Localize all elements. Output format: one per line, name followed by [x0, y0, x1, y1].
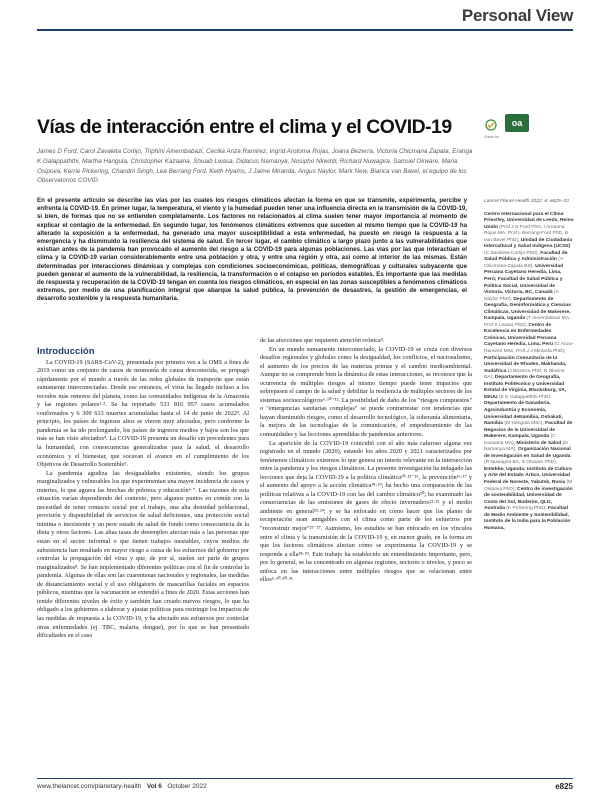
section-heading: Introducción — [37, 346, 95, 357]
affiliation-name: Universidad Peruana Cayetano Heredia, Lima, Perú; Facultad de Salud Pública y Política Social, Universidad de Victoria, Victoria, BC, Canadá — [484, 263, 564, 296]
affiliation-list — [484, 212, 574, 533]
page-number: e825 — [555, 782, 573, 791]
author-list: James D Ford, Carol Zavaleta Cortijo, Triphini Ainembabazi, Cecilia Anza Ramirez, Ingrid Arotoma Rojas, Joana Bezerra, Victoria Chicmana Zapata, Eranga K Galappaththi, Martha Hangula, Christopher Kazaana, Shuaib Lwasa, Didacus Namanya, Nosipho Nkwinti, Richard Nuwagira, Samuel Okware, Maria Osipova, Kerrie Pickering, Chandni Singh, Lea Berrang Ford, Keith Hyams, J Jaime Miranda, Angus Naylor, Mark New, Bianca van Bavel, el equipo de los Observatorios COVID — [37, 148, 473, 185]
sidebar — [484, 199, 574, 532]
volume: Vol 6 — [146, 783, 162, 790]
affiliation-item — [484, 375, 566, 400]
journal-citation: Lancet Planet Health 2022; 6: e825–33 — [484, 199, 569, 204]
body-column-1 — [37, 348, 249, 641]
affiliation-people: (E K Galappaththi PhD); — [497, 394, 552, 400]
paragraph: La aparición de la COVID-19 coincidió con el año más caluroso alguna vez registrado en el mundo (2020), estando los años 2020 y 2021 caracterizados por fenómenos climáticos extremos lo que genera un interés relevante en la intersección entre la pandemia y los riesgos climáticos. La presente investigación ha indagado las lecciones que deja la COVID-19 a la política climática¹⁰·¹³⁻¹⁵, la prevención¹⁶·¹⁷ y el aumento del apoyo a la acción climática¹⁸·¹⁹; ha hecho una comparación de las políticas relativas a la COVID-19 con las del cambio climático²⁰; ha examinado las consecuencias de las emisiones de gases de efecto invernadero²¹·²² y el medio ambiente en general²³·²⁴; y se ha enfocado en cómo hacer que los planes de recuperación sean amigables con el clima como parte de los esfuerzos por "reconstruir mejor"²⁵⁻²⁷. Asimismo, los estudios se han enfocado en los vínculos entre el clima y la transmisión de la COVID-19 y, en menor grado, en la forma en que los factores climáticos afectan cómo se experimenta la COVID-19 y se responde a ella²⁸·²⁹. Este trabajo ha establecido un entendimiento importante, pero, por lo general, se ha concentrado en algunas regiones, sectores o niveles, y poco se enfoca en las interacciones entre múltiples riesgos que se relacionan entre ellos⁵·¹⁰·³⁰·³¹ — [260, 439, 472, 584]
affiliation-people: (C Anza-Ramirez MSc, Prof J J Miranda PhD); — [484, 342, 574, 355]
abstract: En el presente artículo se describe las vías por las cuales los riesgos climáticos afectan la forma en que se transmite, experimenta, percibe y enfrenta la COVID-19. En primer lugar, la temperatura, el viento y la humedad pueden tener una influencia directa en la transmisión de la COVID-19, si bien, de formas que no se entienden completamente. Los factores no relacionados al clima suelen tener mayor importancia al momento de explicar el contagio de la enfermedad. En segundo lugar, los fenómenos climáticos extremos que suceden al mismo tiempo que la COVID-19 ha alterado la exposición a la enfermedad, ha generado una mayor susceptibilidad a esta enfermedad, ha puesto en riesgo la respuesta a la emergencia y ha disminuido la resiliencia del sistema de salud. En tercer lugar, el cambio climático a largo plazo junto a las vulnerabilidades que existían antes de la pandemia han provocado el aumento del riesgo a la COVID-19 para algunas poblaciones. Las vías por las que interactúan el clima y la COVID-19 varían considerablemente entre una población y otra, y entre una región y otra, así como al interior de las mismas. Están determinadas por interacciones dinámicas y complejas con condiciones socioeconómicas, políticas, demográficas y culturales subyacente que pueden generar el aumento de la vulnerabilidad, la resiliencia, la transformación o el colapso en períodos estables. Es importante que las medidas de respuesta y recuperación de la COVID-19 tengan en cuenta los riesgos climáticos, en especial en las zonas susceptibles a fenómenos climáticos extremos, por medio de una planificación integral que abarque la salud pública, la prevención de desastres, la gestión de emergencias, el desarrollo sostenible y la respuesta humanitaria. — [37, 197, 467, 303]
affiliation-name: Unidad de Ciudadanía Intercultural y Salud Indígena (UCISI) — [484, 237, 573, 250]
affiliation-name: Centro de investigación de sostenibilidad, Universidad de Costa del Sol, Buderim, QLD, Australia — [484, 486, 573, 512]
affiliation-people: (T Ainembabazi MA, Prof S Lwasa PhD); — [484, 316, 571, 328]
affiliation-people: (Prof J D Ford PhD, I Arotoma Rojas MA, Prof L Berrang-Ford PhD, B van Bavel PhD); — [484, 224, 569, 243]
affiliation-people: (D Namanya MA), — [484, 440, 568, 453]
body-column-2 — [260, 337, 472, 585]
oa-icon: oa — [505, 114, 529, 132]
affiliation-name: Participación Comunitaria de la Universidad de Rhodes, Makhanda, Sudáfrica — [484, 355, 567, 374]
affiliation-name: Entebbe, Uganda; Instituto de Cultura y Arte del Estado Ártico, Universidad Federal de Noreste, Yakutsk, Rusia — [484, 466, 572, 485]
journal-url[interactable]: www.thelancet.com/planetary-health — [37, 783, 142, 790]
affiliation-name: Departamento de Ganadería, Agroindustria y Economía, Universidad deNamibia, Oshakati, Namibia — [484, 401, 563, 427]
svg-text:Check for: Check for — [484, 135, 499, 139]
affiliation-name: Centro de Excelencia en Enfermedades Crónicas, Universidad Peruana Cayetano Heredia, Lima, Perú — [484, 322, 557, 348]
paragraph: La COVID-19 (SARS-CoV-2), presentada por primera vez a la OMS a fines de 2019 como un conjunto de casos de neumonía de causa desconocida, se propagó rápidamente por el mundo a través de las redes globales de transporte que están sumamente interconectadas. Desde ese entonces, el virus ha llegado incluso a los recodos más remotos del planeta, como las comunidades indígenas de la Amazonía y las regiones polares¹·². Se ha reportado 533 816 957 casos acumulados confirmados y 6 309 633 muertes acumuladas hasta el 14 de junio de 2022³. Al principio, los países de ingresos altos se vieron muy afectados, pero conforme la pandemia se ha ido prolongando, los países de ingresos medios y bajos son los que más se han visto afectados⁴. La COVID-19 presenta un desafío sin precedentes para la humanidad, con consecuencias generalizadas para la salud, el desarrollo económico y el bienestar, que socavan el avance en el cumplimiento de los Objetivos de Desarrollo Sostenible⁵. — [37, 358, 249, 469]
affiliation-people: (C Kazaana MA); — [484, 434, 556, 446]
paragraph: La pandemia agudiza las desigualdades existentes, siendo los grupos marginalizados y vulnerables los que experimentan una mayor incidencia de casos y muertes, lo que agrava las brechas de pobreza y educación⁶·⁷. Las razones de esta situación varían dependiendo del contexto, pero algunos puntos en común son la necesidad de tener contacto social por el trabajo, una alta densidad poblacional, provisión y disponibilidad de servicios de salud deficientes, una protección social mínima o inexistente y un peor estado de salud de fondo como consecuencia de la dieta y otros factores. Las altas tasas de desempleo afectan más a las personas que están en el sector informal o que tienen trabajos inestables, cuyos medios de subsistencia han resultado en mayor riesgo a causa de los esfuerzos del gobierno por controlar la propagación del virus y que, de por sí, suelen ser parte de grupos marginalizados⁸. Se han implementado diferentes políticas con el fin de controlar la pandemia. Algunas de ellas son las cuarentenas nacionales y regionales, las medidas de distanciamiento social y el uso obligatorio de mascarillas faciales en espacios públicos, mientras que la vacunación se extendió a fines de 2020. Estas acciones han tenido diferentes niveles de éxito y también han creado nuevos riesgos, lo que ha obligado a los gobiernos a elaborar y ajustar políticas para restringir los impactos de las medidas de respuesta a la COVID-19, y ha afectado sus esfuerzos por controlar otras enfermedades (ej. TBC, malaria, dengue), por lo que se han presentado dificultades en el caso — [37, 469, 249, 640]
affiliation-people: (K Pickering PhD); — [504, 506, 548, 512]
affiliation-people: (M Hangula MSc); — [503, 421, 546, 427]
affiliation-name: Ministerio de Salud — [516, 440, 562, 446]
footer-rule — [37, 778, 573, 779]
affiliation-name: Departamento de Geografía, Instituto Politécnico y Universidad Estatal de Virginia, Blacksburg, VA, EEUU — [484, 375, 567, 400]
article-title: Vías de interacción entre el clima y el COVID-19 — [37, 116, 452, 138]
affiliation-name: Centro Internacional para el Clima Priestley, Universidad de Leeds, Reino Unido — [484, 211, 574, 230]
footer — [37, 783, 207, 790]
affiliation-people: (R Nuwagira BA, S Okware PhD), — [484, 460, 558, 466]
paragraph: de las afecciones que requieren atención crónica⁹. — [260, 337, 385, 344]
affiliation-name: Facultad de Medio Ambiente y Sostenibilidad, Instituto de la India para la Población Humana, — [484, 506, 571, 531]
affiliation-name: Facultad de Negocios de la Universidad de Makerere, Kampala, Uganda — [484, 421, 573, 440]
paragraph: En un mundo sumamente interconectado, la COVID-19 se cruza con diversos desafíos regionales y globales como la desigualdad, los conflictos, el nacionalismo, el aumento de los precios de las materias primas y el cambio medioambiental. Aunque no se comprende bien la dinámica de estas interacciones, se reconoce que la ocurrencia de múltiples riesgos al mismo tiempo puede tener impactos que sobrepasen el campo de la salud y debilitar la resiliencia de múltiples sectores de los sistemas socioecológicos⁶·¹⁰⁻¹². La posibilidad de daño de los "riesgos compuestos" o "emergencias sanitarias complejas" se puede contrarrestar con tendencias que hayan disminuido riesgos, como el desarrollo tecnológico, la soberanía alimentaria, la mejora de las tecnologías de la comunicación, el empoderamiento de las comunidades y las lecciones aprendidas de pandemias anteriores. — [260, 345, 472, 439]
section-label: Personal View — [461, 6, 573, 25]
affiliation-people: (M Osipova PhD); — [484, 479, 573, 492]
header-rule — [37, 29, 573, 31]
affiliation-people: (A Naylor PhD); — [484, 290, 559, 302]
affiliation-name: Organización Nacional de Investigación en Salud de Uganda — [484, 447, 571, 459]
affiliation-people: (J Bezerra PhD, N Nkwinti BA); — [484, 368, 565, 381]
affiliation-name: Facultad de Salud Pública y Administración — [484, 250, 568, 263]
affiliation-name: Departamento de Geografía, Geoinformática y Ciencias Climáticas, Universidad de Makerere, Kampala, Uganda — [484, 296, 571, 322]
affiliation-people: (C Zavaleta-Cortijo PhD), — [484, 250, 541, 256]
issue-date: October 2022 — [167, 783, 207, 790]
affiliation-people: (V Chicmana-Zapata BS), — [484, 257, 564, 269]
